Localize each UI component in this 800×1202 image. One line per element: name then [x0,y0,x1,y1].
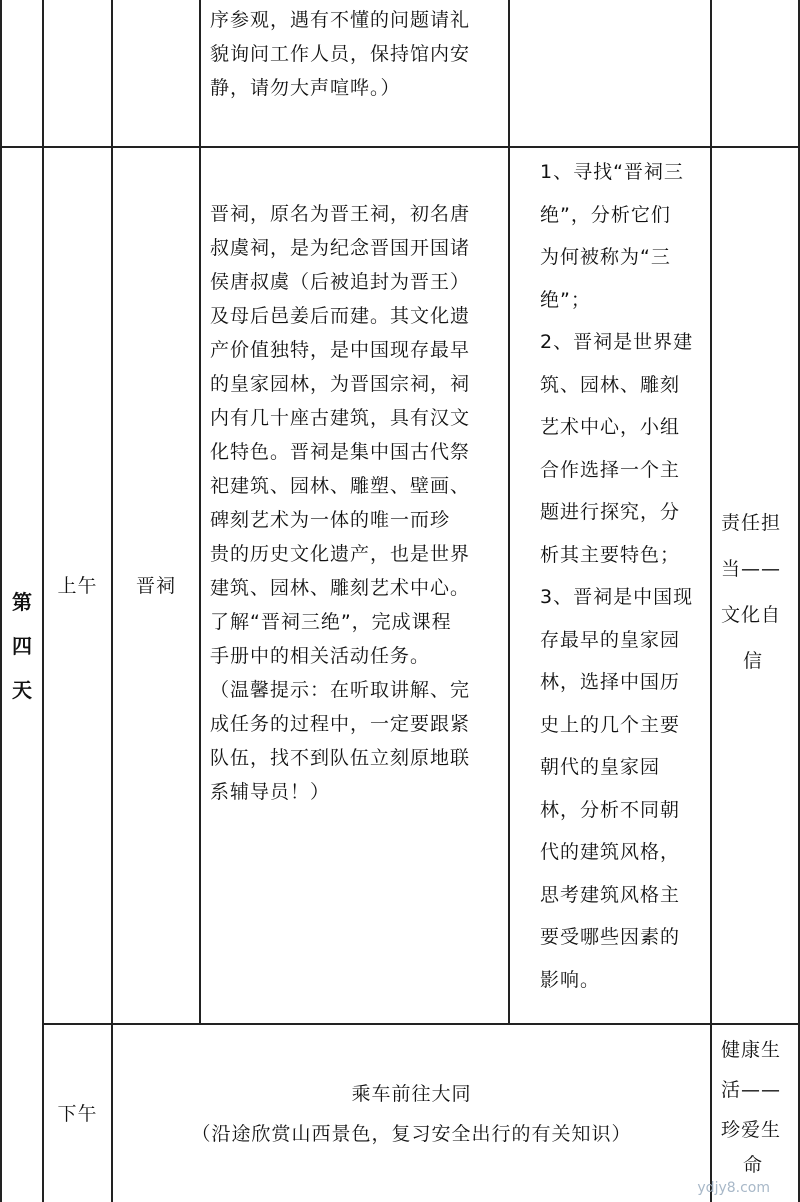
text-line: 队伍，找不到队伍立刻原地联 [210,747,471,769]
text-line: 贵的历史文化遗产，也是世界 [210,543,471,565]
text-line: 了解“晋祠三绝”，完成课程 [210,611,452,633]
text-line: 序参观，遇有不懂的问题请礼 [210,9,471,31]
afternoon-main: 乘车前往大同 [351,1083,472,1105]
text-line: 命 [743,1154,764,1176]
text-line: 林，选择中国历 [540,671,681,693]
text-line: 林，分析不同朝 [540,798,681,821]
top-row-content [210,3,502,105]
col-divider-content [508,0,510,1024]
text-line: 思考建筑风格主 [540,883,681,906]
text-line: 合作选择一个主 [540,458,681,481]
text-line: 筑、园林、雕刻 [540,373,681,396]
morning-theme [721,500,797,684]
afternoon-theme [721,1030,797,1180]
text-line: 史上的几个主要 [540,713,681,736]
text-line: 朝代的皇家园 [540,756,661,778]
text-line: 静，请勿大声喧哗。） [210,77,401,99]
col-divider-task [710,0,712,1202]
text-line: 3、晋祠是中国现 [540,586,694,608]
text-line: 要受哪些因素的 [540,926,681,948]
day-label [2,580,42,712]
text-line: 影响。 [540,968,601,991]
day-char: 天 [12,678,32,702]
text-line: 文化自 [721,604,782,626]
morning-tasks [540,151,708,1001]
afternoon-time: 下午 [57,1102,98,1125]
text-line: 1、寻找“晋祠三 [540,161,684,183]
text-line: 2、晋祠是世界建 [540,331,694,353]
text-line: 代的建筑风格， [540,841,681,863]
text-line: 成任务的过程中，一定要跟紧 [210,713,471,735]
text-line: 内有几十座古建筑，具有汉文 [210,407,471,429]
text-line: 健康生 [721,1039,782,1061]
day-char: 第 [12,590,32,614]
afternoon-content [113,1074,710,1154]
morning-location: 晋祠 [135,574,176,597]
row-divider-afternoon [42,1023,800,1025]
text-line: 手册中的相关活动任务。 [210,645,431,667]
text-line: 系辅导员！） [210,781,331,803]
text-line: 祀建筑、园林、雕塑、壁画、 [210,475,471,497]
text-line: 建筑、园林、雕刻艺术中心。 [210,577,471,599]
text-line: 晋祠，原名为晋王祠，初名唐 [210,203,471,225]
text-line: 貌询问工作人员，保持馆内安 [210,43,471,65]
text-line: 绝”，分析它们 [540,203,671,226]
text-line: 当—— [721,558,782,580]
text-line: 珍爱生 [721,1119,782,1141]
text-line: 及母后邑姜后而建。其文化遗 [210,305,471,327]
morning-time: 上午 [57,574,98,597]
text-line: 产价值独特，是中国现存最早 [210,339,471,361]
text-line: 艺术中心，小组 [540,416,681,438]
text-line: 活—— [721,1079,782,1101]
text-line: 析其主要特色； [540,543,681,566]
text-line: 碑刻艺术为一体的唯一而珍 [210,509,451,531]
text-line: 为何被称为“三 [540,246,671,268]
text-line: 信 [743,650,764,672]
day-char: 四 [12,634,32,658]
watermark: ydjy8.com [697,1180,770,1196]
col-divider-location [199,0,201,1024]
text-line: 化特色。晋祠是集中国古代祭 [210,441,471,463]
afternoon-note: （沿途欣赏山西景色，复习安全出行的有关知识） [191,1123,632,1145]
text-line: 绝”； [540,288,591,311]
text-line: （温馨提示：在听取讲解、完 [210,679,471,701]
text-line: 侯唐叔虞（后被追封为晋王） [210,271,471,293]
morning-content [210,197,504,809]
text-line: 存最早的皇家园 [540,628,681,651]
text-line: 责任担 [721,512,782,534]
text-line: 叔虞祠，是为纪念晋国开国诸 [210,237,471,259]
text-line: 的皇家园林，为晋国宗祠，祠 [210,373,471,395]
text-line: 题进行探究，分 [540,501,681,523]
